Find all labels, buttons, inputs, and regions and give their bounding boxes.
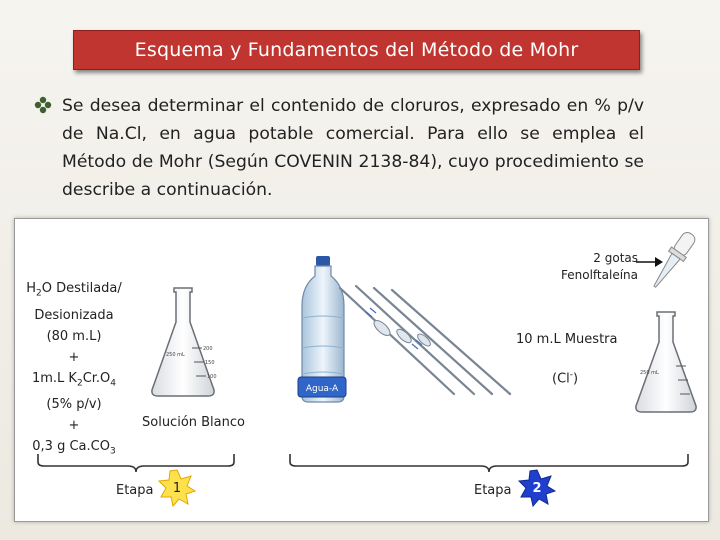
recipe-line3: (80 m.L) (46, 328, 102, 344)
stage-2-bracket (288, 452, 690, 476)
reagent-recipe (22, 278, 126, 463)
stage-1-number: 1 (172, 480, 182, 496)
recipe-plus-2: + (68, 418, 80, 434)
drops-line2: Fenolftaleína (561, 268, 638, 282)
recipe-chromate: 1m.L $K_2Cr.O_4$ (31, 370, 117, 389)
svg-text:150: 150 (205, 360, 215, 366)
sample-volume-label: 10 m.L Muestra (516, 332, 618, 347)
recipe-plus-1: + (68, 349, 80, 365)
intro-text: Se desea determinar el contenido de cloruros, expresado en % p/v de Na.Cl, en agua potable comercial. Para ello se emplea el Método de Mohr (Según COVENIN 2138-84), cuyo procedimiento se describe a continuación. (62, 96, 644, 200)
stage-1-bracket (36, 452, 236, 476)
svg-text:100: 100 (207, 374, 217, 380)
svg-text:250 mL: 250 mL (166, 352, 185, 358)
stage-2-label: Etapa (474, 483, 512, 498)
recipe-line2: Desionizada (34, 307, 114, 323)
water-a-tag (297, 376, 347, 398)
chloride-label: (Cl-) (552, 370, 579, 387)
stage-1-label: Etapa (116, 483, 154, 498)
svg-text:250 mL: 250 mL (640, 370, 659, 376)
arrow-right-icon (636, 256, 664, 268)
indicator-drops-label (548, 250, 638, 284)
stage-2-number: 2 (532, 480, 542, 496)
svg-text:Agua-A: Agua-A (305, 384, 339, 394)
erlenmeyer-flask-icon-2 (632, 310, 700, 414)
drops-line1: 2 gotas (593, 251, 638, 265)
recipe-water: $H_2O$ Destilada/ (26, 281, 122, 299)
stage-2-badge (518, 469, 556, 507)
diamond-bullet-icon (34, 96, 52, 114)
stage-1-badge (158, 469, 196, 507)
recipe-carbonate: 0,3 g $Ca.CO_3$ (32, 439, 116, 457)
erlenmeyer-flask-icon (148, 286, 218, 398)
pipettes-icon (326, 282, 516, 400)
svg-text:200: 200 (203, 346, 213, 352)
blank-solution-label: Solución Blanco (142, 415, 245, 430)
recipe-line6: (5% p/v) (46, 397, 102, 413)
page-title: Esquema y Fundamentos del Método de Mohr (73, 30, 640, 70)
